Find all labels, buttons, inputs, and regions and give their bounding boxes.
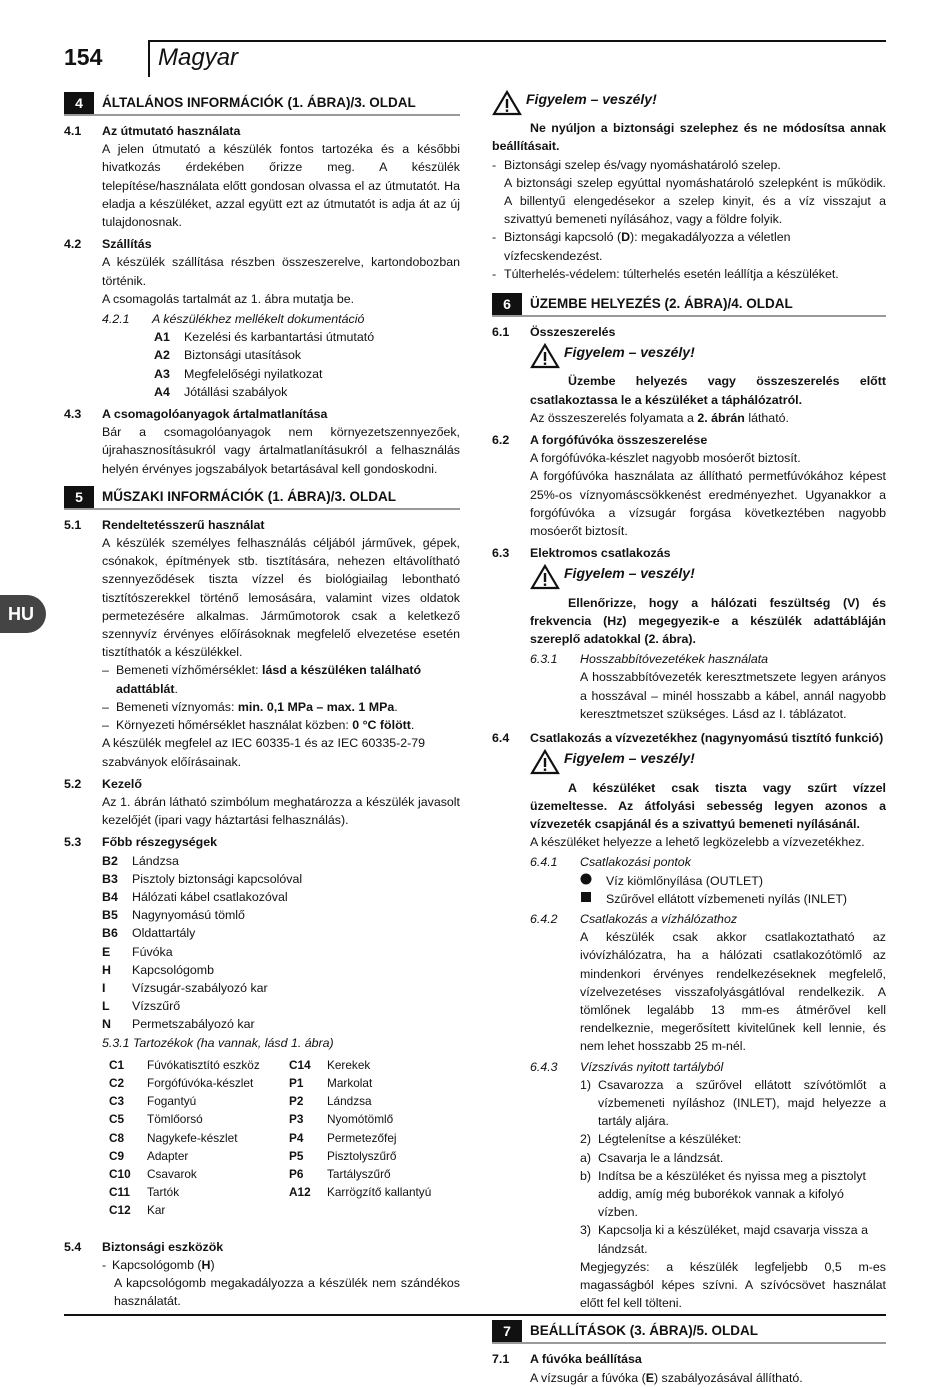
step-number: 2) [580,1132,592,1147]
paragraph: A készüléket helyezze a lehető legközelebb a vízvezetékhez. [530,835,865,850]
subsection-title: Kezelő [102,776,142,791]
item-key: B2 [102,853,118,868]
sub-number: 6.4.2 [530,911,558,926]
subsection-title: A csomagolóanyagok ártalmatlanítása [102,407,328,422]
list-item [102,888,460,906]
paragraph: A készülék szállítása részben összeszerelve, kartondobozban történik. [102,255,460,288]
accessories-title: 5.3.1 Tartozékok (ha vannak, lásd 1. ábra) [102,1035,334,1050]
sub-number: 4.2.1 [102,312,130,327]
steps-list [580,1076,886,1313]
dash-item: – Környezeti hőmérséklet használat közben: 0 °C fölött. [102,718,415,733]
warning-icon [530,343,564,374]
acc-value: Karrögzítő kallantyú [327,1185,432,1200]
subsection-title: Az útmutató használata [102,124,241,138]
step-text: Légtelenítse a készüléket: [598,1132,742,1147]
item-value: Pisztoly biztonsági kapcsolóval [132,871,303,886]
section-title: ÜZEMBE HELYEZÉS (2. ÁBRA)/4. OLDAL [522,293,886,315]
acc-value: Pisztolyszűrő [327,1148,397,1163]
item-value: Szűrővel ellátott vízbemeneti nyílás (INLET) [606,891,848,906]
section-4-header [64,92,460,116]
text: A vízsugár a fúvóka ( [530,1370,646,1385]
item-value: Megfelelőségi nyilatkozat [184,366,323,381]
text-bold: 0 °C fölött [352,718,411,733]
item-key: H [102,962,111,977]
section-title: MŰSZAKI INFORMÁCIÓK (1. ÁBRA)/3. OLDAL [94,486,460,508]
accessories-table [109,1056,460,1220]
sub-number: 6.3.1 [530,652,558,667]
acc-value: Kar [147,1203,166,1218]
list-item [580,1221,886,1257]
subsection-title: Elektromos csatlakozás [530,546,671,561]
subsection-number: 4.2 [64,237,82,252]
sub-subsection-heading [530,910,886,928]
acc-value: Tartályszűrő [327,1166,391,1181]
step-number: a) [580,1150,592,1165]
subsection-heading [492,729,886,747]
item-value: Biztonsági utasítások [184,348,302,363]
acc-key: P5 [289,1148,304,1163]
section-6-header [492,293,886,317]
subsection-heading [492,323,886,341]
parts-list [102,852,460,1034]
text: . [174,681,178,696]
item-value: Vízszűrő [132,999,181,1014]
warning-title: Figyelem – veszély! [564,750,695,767]
subsection-number: 4.3 [64,407,82,422]
acc-key: P2 [289,1094,304,1109]
dash-item: - Túlterhelés-védelem: túlterhelés esetén leállítja a készüléket. [492,265,886,283]
subsection-number: 5.4 [64,1239,82,1254]
item-key: I [102,980,106,995]
subsection-title: Főbb részegységek [102,835,218,850]
acc-key: C11 [109,1185,130,1200]
dash-item: – Bemeneti vízhőmérséklet: lásd a készüléken található adattáblát. [102,663,422,696]
dash-item: - Kapcsológomb (H) [102,1257,215,1272]
paragraph: A forgófúvóka használata az állítható permetfúvókához képest 25%-os víznyomáscsökkenést eredményezhet. Ugyanakkor a forgófúvóka a vízsugár forgása következtében nagyobb mosóerőt biztosít. [530,469,886,539]
list-item [580,890,886,908]
warning-text: A készüléket csak tiszta vagy szűrt vízzel üzemeltesse. Az átfolyási sebesség legyen azonos a vízvezeték csapjánál és a szivattyú bemeneti nyílásánál. [530,780,886,831]
subsection-title: Rendeltetésszerű használat [102,517,265,532]
header-rule [150,40,886,42]
item-key: A1 [154,330,170,345]
sub-title: Csatlakozás a vízhálózathoz [580,911,738,926]
paragraph: A csomagolás tartalmát az 1. ábra mutatja be. [102,291,355,306]
subsection-number: 5.2 [64,776,82,791]
paragraph: A készülék személyes felhasználás céljából járművek, gépek, csónakok, építmények stb. tisztítására, nehezen eltávolítható szennyeződések tiszta vízzel és biológiailag lebontható tisztítószerekkel történő lemosására, valamint vizes oldatok permetezésére alkalmas. Járműmotorok csak a keletkező szennyvíz érvényes előírásoknak megfelelő elvezetése esetén tisztíthatók a készülékkel. [102,536,460,660]
paragraph: A jelen útmutató a készülék fontos tartozéka és a későbbi hivatkozás érdekében őrizze meg. A készülék telepítése/használata előtt gondosan olvassa el az útmutatót. Ha eladja a készüléket, azzal együtt ezt az útmutatót is adja át az új tulajdonosnak. [102,142,460,230]
text: ) [210,1257,215,1272]
subsection-number: 6.1 [492,325,510,340]
list-item [102,906,460,924]
step-number: 1) [580,1077,592,1092]
subsection-number: 6.3 [492,546,510,561]
subsection-heading [64,122,460,140]
acc-key: C9 [109,1148,125,1163]
text: Bemeneti víznyomás: [116,699,238,714]
acc-key: C10 [109,1166,131,1181]
subsection-title: A forgófúvóka összeszerelése [530,433,708,448]
text: Túlterhelés-védelem: túlterhelés esetén leállítja a készüléket. [504,266,839,281]
subsection-title: Szállítás [102,237,152,252]
acc-value: Lándzsa [327,1094,372,1109]
item-value: Kapcsológomb [132,962,214,977]
acc-value: Nyomótömlő [327,1112,394,1127]
subsection-heading [64,235,460,253]
item-key: A4 [154,384,170,399]
connection-points [580,872,886,908]
subsection-title: Biztonsági eszközök [102,1239,224,1254]
section-number: 6 [492,293,522,315]
note: Megjegyzés: a készülék legfeljebb 0,5 m-es magasságból képes szívni. A szívócsövet használat előtt fel kell tölteni. [580,1259,886,1311]
list-item [580,1130,886,1148]
circle-icon [580,872,606,890]
sub-title: Hosszabbítóvezetékek használata [580,652,769,667]
acc-value: Nagykefe-készlet [147,1130,238,1145]
list-item [154,365,460,383]
step-text: Indítsa be a készüléket és nyissa meg a pisztolyt addig, amíg még buborékok vannak a kifolyó vízben. [598,1168,866,1220]
sub-number: 6.4.3 [530,1059,558,1074]
text: . [410,718,415,733]
list-item [102,997,460,1015]
acc-key: C5 [109,1112,125,1127]
list-item [102,943,460,961]
acc-key: C2 [109,1075,125,1090]
subsection-number: 6.2 [492,433,510,448]
item-key: B6 [102,926,118,941]
sub-subsection-heading [530,650,886,668]
item-value: Lándzsa [132,853,179,868]
warning-text: Ne nyúljon a biztonsági szelephez és ne módosítsa annak beállításait. [492,121,886,154]
list-item [102,870,460,888]
acc-key: P6 [289,1166,304,1181]
subsection-title: A fúvóka beállítása [530,1352,642,1367]
list-item [580,1149,886,1167]
list-item [154,328,460,346]
step-number: 3) [580,1223,592,1238]
text: Kapcsológomb ( [112,1257,202,1272]
item-value: Hálózati kábel csatlakozóval [132,889,288,904]
acc-key: C8 [109,1130,125,1145]
acc-key: C14 [289,1057,311,1072]
text-bold: min. 0,1 MPa – max. 1 MPa [237,699,395,714]
subsection-title: Összeszerelés [530,325,616,340]
subsection-number: 4.1 [64,124,82,138]
section-5-header [64,486,460,510]
acc-value: Fúvókatisztító eszköz [147,1057,260,1072]
warning-block [530,749,886,780]
text: ): megakadályozza a véletlen vízfecskendezést. [504,230,791,263]
text: ) szabályozásával állítható. [653,1370,803,1385]
paragraph [530,1369,886,1387]
item-value: Kezelési és karbantartási útmutató [184,330,375,345]
list-item [580,1167,886,1222]
language-tab: HU [0,595,46,633]
section-number: 4 [64,92,94,114]
text-bold: 2. ábrán [697,410,745,425]
subsection-heading [492,544,886,562]
subsection-heading [64,833,460,851]
item-value: Vízsugár-szabályozó kar [132,980,268,995]
acc-key: P3 [289,1112,304,1127]
sub-number: 6.4.1 [530,855,558,870]
warning-title: Figyelem – veszély! [526,91,657,107]
subsection-number: 7.1 [492,1352,510,1367]
sub-subsection-heading [530,853,886,871]
text-bold: lásd a készüléken található adattáblát [116,663,422,696]
step-text: Kapcsolja ki a készüléket, majd csavarja vissza a lándzsát. [598,1223,868,1256]
sub-subsection-heading [102,310,460,328]
warning-icon [492,90,526,121]
item-key: A2 [154,348,170,363]
acc-value: Fogantyú [147,1094,197,1109]
acc-key: C1 [109,1057,125,1072]
warning-text: Ellenőrizze, hogy a hálózati feszültség (V) és frekvencia (Hz) megegyezik-e a készülék adattábláján szereplő adatokkal (2. ábra). [530,595,886,647]
paragraph: A kapcsológomb megakadályozza a készülék nem szándékos használatát. [114,1275,460,1309]
page-language: Magyar [158,44,239,71]
list-item [102,852,460,870]
acc-value: Markolat [327,1075,373,1090]
acc-value: Tartók [147,1185,180,1200]
paragraph [530,409,886,427]
text: Az összeszerelés folyamata a [530,410,698,425]
warning-block [530,343,886,374]
list-item [102,961,460,979]
acc-key: P1 [289,1075,304,1090]
section-number: 5 [64,486,94,508]
acc-value: Adapter [147,1148,189,1163]
list-item [580,1076,886,1131]
left-column [64,88,460,1310]
paragraph: A biztonsági szelep egyúttal nyomáshatároló szelepként is működik. A billentyű elengedésekor a szelep kinyit, és a víz visszajut a szivattyú bemeneti nyílásához, vagy a földre folyik. [504,175,886,227]
subsection-heading [64,405,460,423]
sub-title: A készülékhez mellékelt dokumentáció [152,312,365,327]
acc-key: C12 [109,1203,131,1218]
square-icon [580,890,606,908]
subsection-heading [64,516,460,534]
acc-key: C3 [109,1094,125,1109]
warning-title: Figyelem – veszély! [564,565,695,582]
acc-value: Tömlőorsó [147,1112,203,1127]
acc-value: Permetezőfej [327,1130,397,1145]
subsection-number: 5.3 [64,835,82,850]
dash-item: - Biztonsági kapcsoló (D): megakadályozza a véletlen vízfecskendezést. [492,230,791,263]
list-item [102,924,460,942]
paragraph: A készülék megfelel az IEC 60335-1 és az IEC 60335-2-79 szabványok előírásainak. [102,736,426,769]
warning-icon [530,749,564,780]
document-list [154,328,460,401]
acc-value: Csavarok [147,1166,197,1181]
sub-title: Vízszívás nyitott tartályból [580,1059,724,1074]
text: Biztonsági szelep és/vagy nyomáshatároló szelep. [504,157,781,172]
item-key: B4 [102,889,118,904]
paragraph: A hosszabbítóvezeték keresztmetszete legyen arányos a hosszával – minél hosszabb a kábel, annál nagyobb keresztmetszet szükséges. Lásd az I. táblázatot. [580,670,886,721]
section-title: ÁLTALÁNOS INFORMÁCIÓK (1. ÁBRA)/3. OLDAL [94,92,460,114]
step-text: Csavarozza a szűrővel ellátott szívótömlőt a vízbemeneti nyíláshoz (INLET), majd helyezze a tartály aljára. [598,1077,886,1129]
item-value: Fúvóka [132,944,173,959]
item-key: E [102,944,111,959]
text: Bemeneti vízhőmérséklet: [116,663,262,678]
item-key: L [102,999,110,1014]
subsection-heading [492,431,886,449]
text: Biztonsági kapcsoló ( [504,230,622,245]
right-column [492,88,886,1387]
step-number: b) [580,1168,592,1183]
dash-item: – Bemeneti víznyomás: min. 0,1 MPa – max. 1 MPa. [102,699,398,714]
sub-title: Csatlakozási pontok [580,855,691,870]
text-bold: E [645,1370,654,1385]
warning-title: Figyelem – veszély! [564,344,695,361]
subsection-number: 6.4 [492,731,510,746]
sub-subsection-heading [530,1058,886,1076]
warning-icon [530,564,564,595]
item-key: A3 [154,366,170,381]
item-key: B5 [102,908,118,923]
paragraph: A forgófúvóka-készlet nagyobb mosóerőt biztosít. [530,451,801,466]
item-value: Jótállási szabályok [184,384,288,399]
subsection-title: Csatlakozás a vízvezetékhez (nagynyomású tisztító funkció) [530,731,884,746]
paragraph: Az 1. ábrán látható szimbólum meghatározza a készülék javasolt kezelőjét (ipari vagy háztartási felhasználás). [102,794,460,828]
acc-value: Kerekek [327,1057,371,1072]
item-key: N [102,1017,111,1032]
step-text: Csavarja le a lándzsát. [598,1150,724,1165]
warning-block [530,564,886,595]
section-7-header [492,1320,886,1344]
warning-text: Üzembe helyezés vagy összeszerelés előtt csatlakoztassa le a készüléket a táphálózatról. [530,374,886,407]
dash-item: - Biztonsági szelep és/vagy nyomáshatároló szelep. [492,156,886,174]
list-item [580,872,886,890]
list-item [154,383,460,401]
item-value: Víz kiömlőnyílása (OUTLET) [606,873,763,888]
text: Környezeti hőmérséklet használat közben: [116,718,353,733]
list-item [154,346,460,364]
item-value: Nagynyomású tömlő [132,908,245,923]
acc-key: A12 [289,1185,311,1200]
list-item [102,1015,460,1033]
item-key: B3 [102,871,118,886]
text-bold: H [201,1257,211,1272]
subsection-heading [64,775,460,793]
page-number: 154 [64,44,103,70]
text: . [394,699,398,714]
header-divider [148,40,150,77]
section-number: 7 [492,1320,522,1342]
subsection-heading [64,1238,460,1256]
acc-key: P4 [289,1130,304,1145]
subsection-number: 5.1 [64,517,82,532]
subsection-heading [492,1350,886,1368]
acc-value: Forgófúvóka-készlet [147,1075,254,1090]
text: látható. [744,410,789,425]
item-value: Oldattartály [132,926,196,941]
item-value: Permetszabályozó kar [132,1017,255,1032]
warning-block [492,90,886,121]
list-item [102,979,460,997]
paragraph: Bár a csomagolóanyagok nem környezetszennyezőek, újrahasznosításukról vagy ártalmatlanításukról a felhasználás helyén érvényes jogszabályok betartásával kell gondoskodni. [102,425,460,476]
text-bold: D [621,230,631,245]
paragraph: A készülék csak akkor csatlakoztatható az ivóvízhálózatra, ha a hálózati csatlakozótömlő az mindenkori érvényes rendelkezéseknek megfelelő, vízelvezetéses visszafolyásgátlóval rendelkezik. A tömlőnek legalább 13 mm-es átmérővel kell rendelkeznie, megerősített kivitelűnek kell lennie, és nem lehet hosszabb 25 m-nél. [580,930,886,1054]
section-title: BEÁLLÍTÁSOK (3. ÁBRA)/5. OLDAL [522,1320,886,1342]
